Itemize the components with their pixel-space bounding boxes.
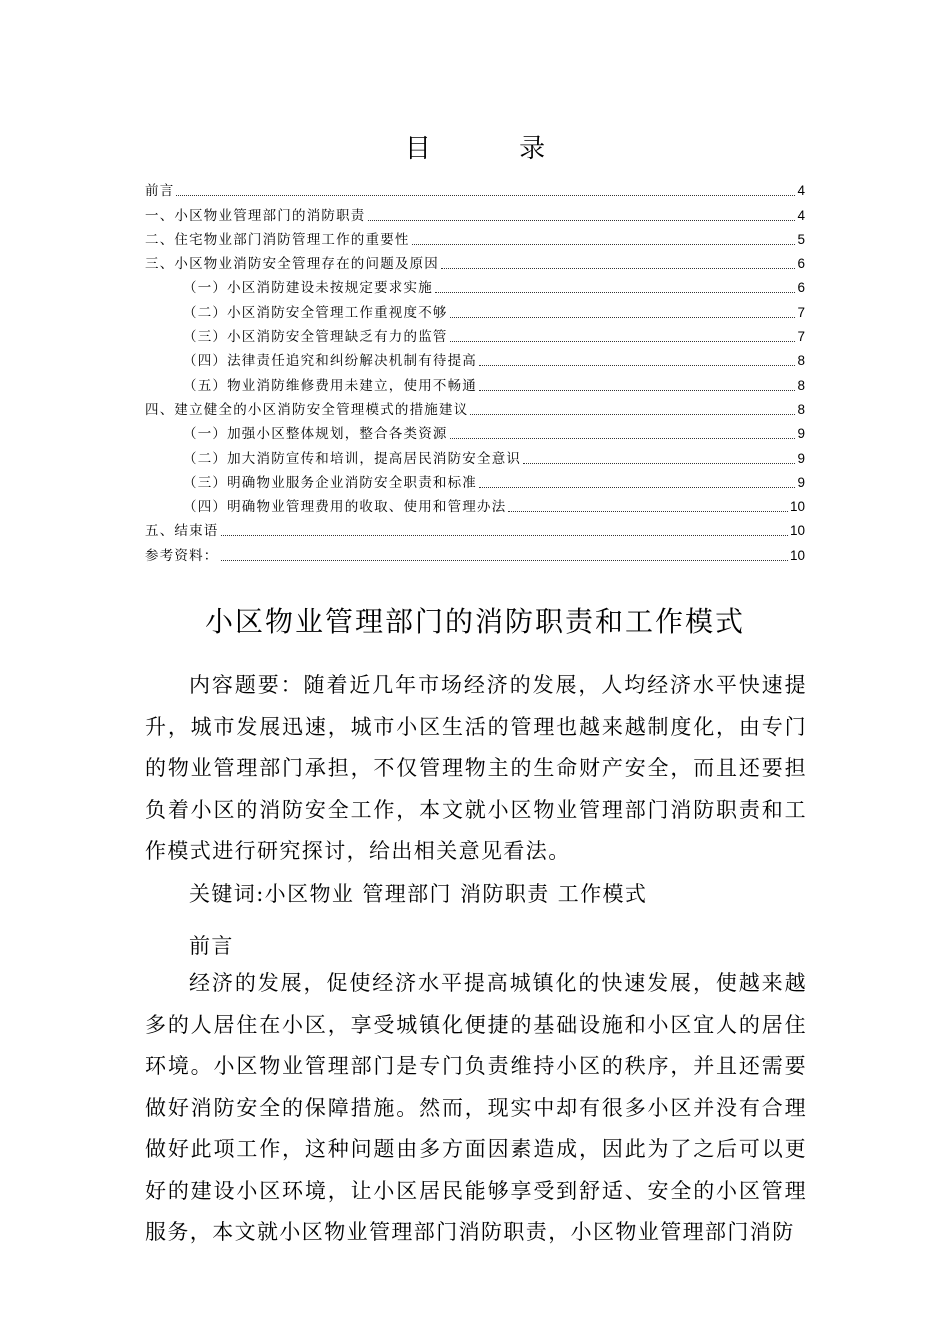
preface-heading: 前言: [189, 934, 234, 958]
toc-entry-label: （二）加大消防宣传和培训，提高居民消防安全意识: [183, 450, 522, 467]
toc-entry-label: （三）小区消防安全管理缺乏有力的监管: [183, 329, 448, 346]
toc-dot-leader: [221, 534, 788, 536]
toc-entry-page: 6: [797, 280, 805, 296]
toc-dot-leader: [508, 510, 788, 512]
toc-entry[interactable]: [145, 443, 805, 467]
toc-entry-page: 10: [789, 547, 805, 563]
toc-entry-page: 9: [797, 426, 805, 442]
toc-entry-label: 参考资料：: [145, 547, 219, 564]
toc-dot-leader: [368, 219, 796, 221]
toc-entry-label: 一、小区物业管理部门的消防职责: [145, 207, 366, 224]
toc-entry-label: （四）法律责任追究和纠纷解决机制有待提高: [183, 353, 477, 370]
toc-dot-leader: [450, 316, 796, 318]
toc-entry[interactable]: [145, 540, 805, 564]
toc-entry[interactable]: [145, 176, 805, 200]
toc-dot-leader: [523, 462, 795, 464]
keywords-line: 关键词:小区物业 管理部门 消防职责 工作模式: [189, 882, 648, 906]
toc-entry-page: 7: [797, 329, 805, 345]
toc-dot-leader: [221, 559, 788, 561]
toc-entry-page: 8: [797, 401, 805, 417]
toc-dot-leader: [441, 267, 795, 269]
toc-entry-page: 8: [797, 353, 805, 369]
toc-entry[interactable]: [145, 346, 805, 370]
toc-entry-page: 10: [789, 499, 805, 515]
toc-entry[interactable]: [145, 249, 805, 273]
toc-entry-page: 4: [797, 183, 805, 199]
toc-dot-leader: [479, 486, 795, 488]
toc-entry[interactable]: [145, 492, 805, 516]
document-title: 小区物业管理部门的消防职责和工作模式: [204, 605, 745, 638]
toc-entry-label: 前言: [145, 183, 175, 200]
toc-entry-label: （一）小区消防建设未按规定要求实施: [183, 280, 433, 297]
toc-dot-leader: [479, 389, 795, 391]
toc-entry-label: （四）明确物业管理费用的收取、使用和管理办法: [183, 499, 507, 516]
toc-entry[interactable]: [145, 322, 805, 346]
toc-dot-leader: [435, 291, 796, 293]
toc-entry-page: 5: [797, 231, 805, 247]
toc-entry-label: （三）明确物业服务企业消防安全职责和标准: [183, 474, 477, 491]
toc-entry-page: 4: [797, 207, 805, 223]
toc-entry[interactable]: [145, 468, 805, 492]
toc-dot-leader: [412, 243, 796, 245]
toc-entry[interactable]: [145, 225, 805, 249]
toc-dot-leader: [176, 194, 795, 196]
toc-entry-label: 五、结束语: [145, 523, 219, 540]
toc-entry-label: 二、住宅物业部门消防管理工作的重要性: [145, 231, 410, 248]
toc-dot-leader: [470, 413, 795, 415]
toc-entry-page: 6: [797, 256, 805, 272]
toc-entry-page: 10: [789, 523, 805, 539]
toc-entry[interactable]: [145, 419, 805, 443]
toc-entry-label: （二）小区消防安全管理工作重视度不够: [183, 304, 448, 321]
toc-dot-leader: [479, 364, 795, 366]
toc-entry-page: 8: [797, 377, 805, 393]
toc-dot-leader: [450, 437, 796, 439]
toc-title: 目 录: [404, 134, 586, 164]
toc-entry-label: 三、小区物业消防安全管理存在的问题及原因: [145, 256, 439, 273]
toc-entry[interactable]: [145, 516, 805, 540]
toc-entry[interactable]: [145, 370, 805, 394]
table-of-contents: [145, 176, 805, 565]
toc-entry[interactable]: [145, 297, 805, 321]
toc-entry-label: （五）物业消防维修费用未建立，使用不畅通: [183, 377, 477, 394]
toc-entry[interactable]: [145, 200, 805, 224]
toc-entry-label: （一）加强小区整体规划，整合各类资源: [183, 426, 448, 443]
preface-paragraph: 经济的发展，促使经济水平提高城镇化的快速发展，使越来越多的人居住在小区，享受城镇化便捷的基础设施和小区宜人的居住环境。小区物业管理部门是专门负责维持小区的秩序，并且还需要做好消防安全的保障措施。然而，现实中却有很多小区并没有合理做好此项工作，这种问题由多方面因素造成，因此为了之后可以更好的建设小区环境，让小区居民能够享受到舒适、安全的小区管理服务，本文就小区物业管理部门消防职责，小区物业管理部门消防: [145, 971, 807, 1244]
toc-entry-label: 四、建立健全的小区消防安全管理模式的措施建议: [145, 401, 469, 418]
toc-dot-leader: [450, 340, 796, 342]
toc-entry-page: 9: [797, 450, 805, 466]
toc-entry[interactable]: [145, 395, 805, 419]
abstract-paragraph: 内容题要：随着近几年市场经济的发展，人均经济水平快速提升，城市发展迅速，城市小区生活的管理也越来越制度化，由专门的物业管理部门承担，不仅管理物主的生命财产安全，而且还要担负着小区的消防安全工作，本文就小区物业管理部门消防职责和工作模式进行研究探讨，给出相关意见看法。: [145, 673, 807, 863]
toc-entry-page: 9: [797, 474, 805, 490]
toc-entry[interactable]: [145, 273, 805, 297]
toc-entry-page: 7: [797, 304, 805, 320]
